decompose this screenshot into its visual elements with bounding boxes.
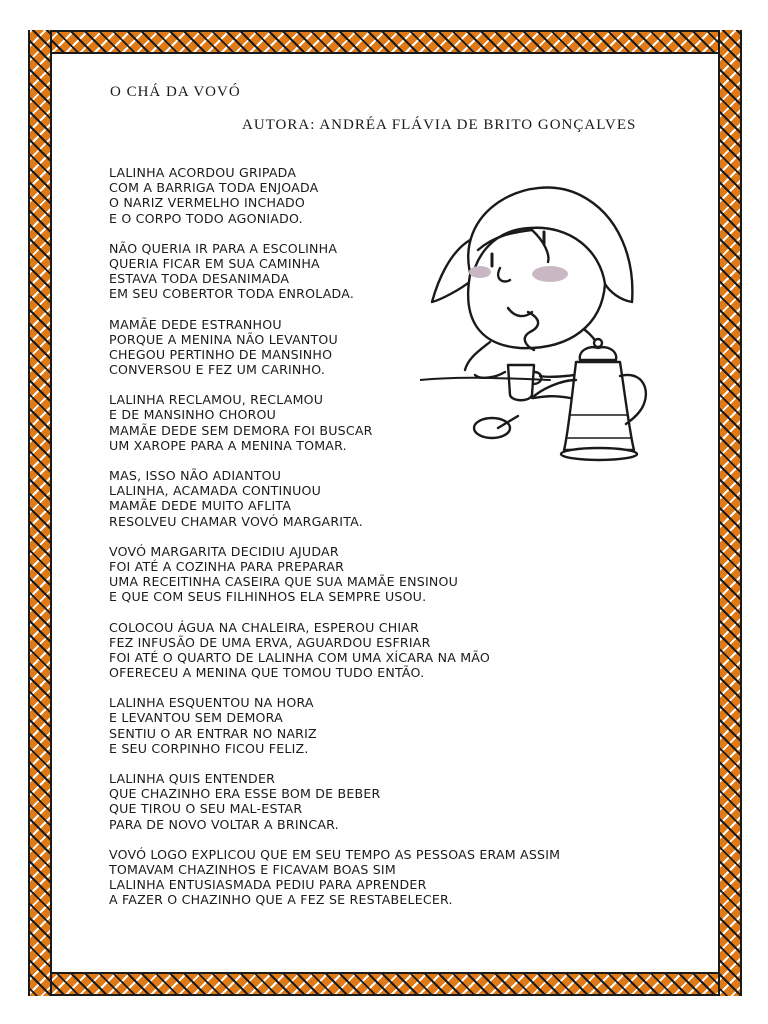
poem-stanza — [109, 544, 629, 605]
poem-line: MAS, ISSO NÃO ADIANTOU — [109, 468, 282, 483]
girl-right-cheek — [532, 266, 568, 282]
poem-line: COLOCOU ÁGUA NA CHALEIRA, ESPEROU CHIAR — [109, 619, 420, 635]
poem-line: ESTAVA TODA DESANIMADA — [109, 271, 290, 287]
poem-line: E O CORPO TODO AGONIADO. — [109, 210, 303, 226]
poem-line: COM A BARRIGA TODA ENJOADA — [109, 180, 319, 196]
poem-line: MAMÃE DEDE SEM DEMORA FOI BUSCAR — [109, 422, 373, 438]
poem-line: MAMÃE DEDE MUITO AFLITA — [109, 498, 292, 514]
poem-line: O NARIZ VERMELHO INCHADO — [109, 195, 306, 211]
girl-with-teacup-and-teapot-illustration — [420, 180, 660, 480]
poem-line: A FAZER O CHAZINHO QUE A FEZ SE RESTABELECER. — [109, 892, 453, 908]
poem-line: MAMÃE DEDE ESTRANHOU — [109, 316, 282, 332]
poem-line: E DE MANSINHO CHOROU — [109, 407, 277, 423]
poem-line: UM XAROPE PARA A MENINA TOMAR. — [109, 437, 347, 453]
poem-line: EM SEU COBERTOR TODA ENROLADA. — [109, 286, 355, 302]
poem-line: FOI ATÉ A COZINHA PARA PREPARAR — [109, 558, 345, 574]
poem-line: QUERIA FICAR EM SUA CAMINHA — [109, 255, 320, 271]
poem-line: SENTIU O AR ENTRAR NO NARIZ — [109, 725, 317, 741]
poem-line: QUE TIROU O SEU MAL-ESTAR — [109, 801, 303, 817]
page-title: O CHÁ DA VOVÓ — [110, 84, 241, 100]
poem-stanza — [109, 771, 629, 832]
poem-line: E LEVANTOU SEM DEMORA — [109, 710, 283, 726]
girl-face — [468, 275, 605, 348]
teacup — [508, 365, 534, 400]
girl-left-cheek — [469, 266, 491, 278]
poem-line: LALINHA ESQUENTOU NA HORA — [109, 695, 314, 711]
poem-line: PARA DE NOVO VOLTAR A BRINCAR. — [109, 816, 339, 832]
poem-line: VOVÓ MARGARITA DECIDIU AJUDAR — [109, 543, 339, 559]
poem-line: RESOLVEU CHAMAR VOVÓ MARGARITA. — [109, 513, 363, 529]
poem-line: VOVÓ LOGO EXPLICOU QUE EM SEU TEMPO AS PESSOAS ERAM ASSIM — [109, 846, 561, 862]
decorative-border-bottom — [28, 972, 740, 996]
poem-line: TOMAVAM CHAZINHOS E FICAVAM BOAS SIM — [109, 861, 396, 877]
poem-stanza — [109, 847, 629, 908]
poem-line: OFERECEU A MENINA QUE TOMOU TUDO ENTÃO. — [109, 665, 425, 681]
decorative-border-left — [28, 30, 52, 996]
teapot — [532, 339, 646, 460]
poem-line: FEZ INFUSÃO DE UMA ERVA, AGUARDOU ESFRIAR — [109, 634, 431, 650]
decorative-border-top — [28, 30, 740, 54]
author-line: AUTORA: ANDRÉA FLÁVIA DE BRITO GONÇALVES — [242, 117, 637, 133]
poem-line: NÃO QUERIA IR PARA A ESCOLINHA — [109, 240, 338, 256]
poem-line: LALINHA ACORDOU GRIPADA — [109, 165, 297, 180]
poem-line: FOI ATÉ O QUARTO DE LALINHA COM UMA XÍCARA NA MÃO — [109, 649, 490, 665]
poem-stanza — [109, 620, 629, 681]
poem-stanza — [109, 695, 629, 756]
poem-line: LALINHA, ACAMADA CONTINUOU — [109, 483, 322, 499]
poem-line: E QUE COM SEUS FILHINHOS ELA SEMPRE USOU. — [109, 589, 427, 605]
decorative-border-right — [718, 30, 742, 996]
poem-line: LALINHA RECLAMOU, RECLAMOU — [109, 392, 324, 408]
poem-line: CONVERSOU E FEZ UM CARINHO. — [109, 362, 326, 378]
poem-line: E SEU CORPINHO FICOU FELIZ. — [109, 740, 309, 756]
poem-line: UMA RECEITINHA CASEIRA QUE SUA MAMÃE ENSINOU — [109, 574, 459, 590]
poem-line: PORQUE A MENINA NÃO LEVANTOU — [109, 331, 338, 347]
poem-line: LALINHA QUIS ENTENDER — [109, 771, 276, 786]
poem-line: CHEGOU PERTINHO DE MANSINHO — [109, 346, 333, 362]
poem-line: QUE CHAZINHO ERA ESSE BOM DE BEBER — [109, 786, 381, 802]
poem-line: LALINHA ENTUSIASMADA PEDIU PARA APRENDER — [109, 877, 427, 893]
